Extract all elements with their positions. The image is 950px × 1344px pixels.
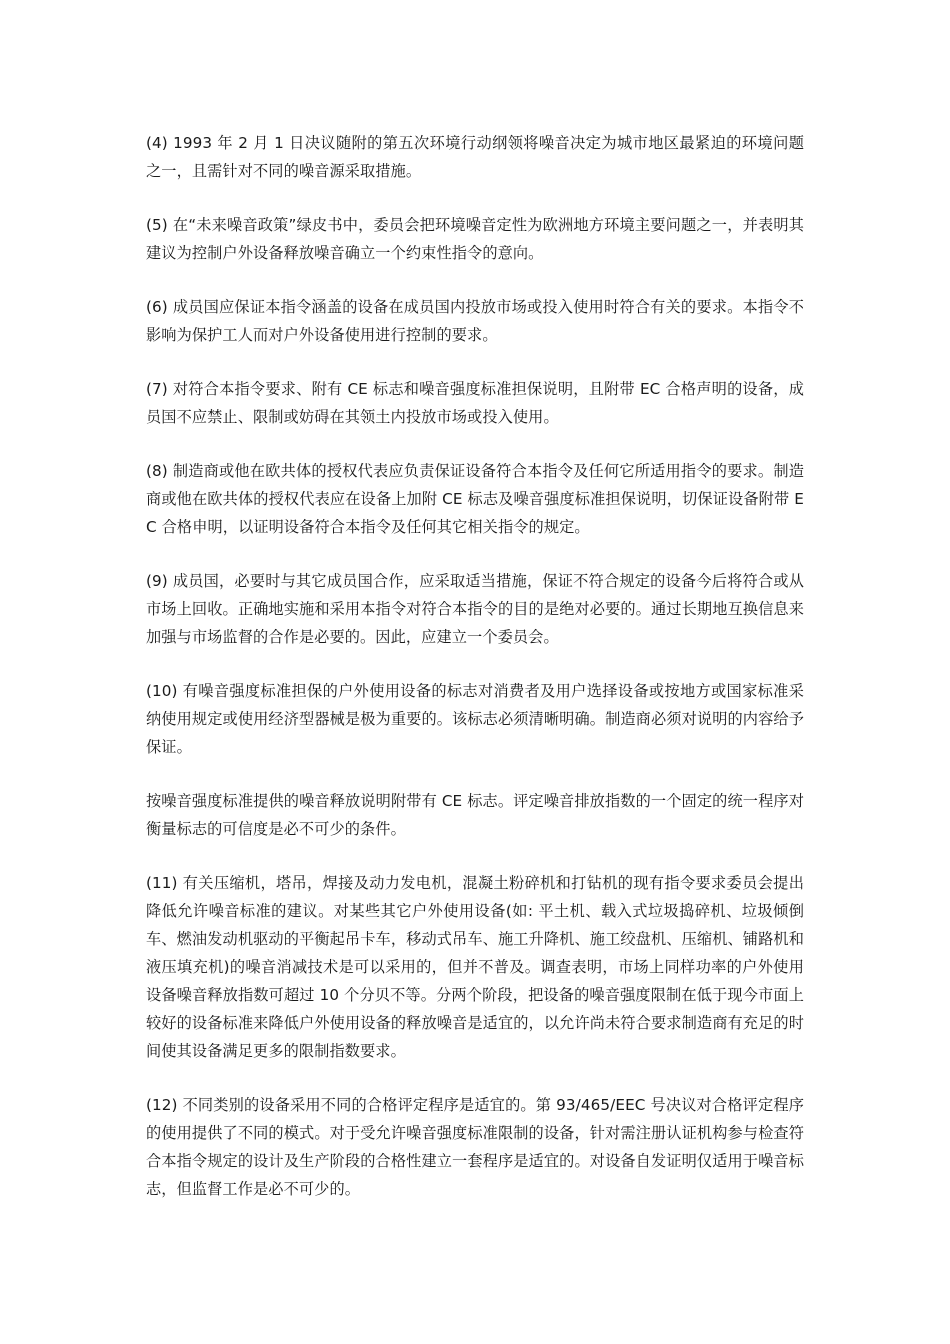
paragraph-5: (5) 在“未来噪音政策”绿皮书中，委员会把环境噪音定性为欧洲地方环境主要问题之一，并表明其建议为控制户外设备释放噪音确立一个约束性指令的意向。 bbox=[146, 216, 804, 262]
paragraph-10-continued: 按噪音强度标准提供的噪音释放说明附带有 CE 标志。评定噪音排放指数的一个固定的统一程序对衡量标志的可信度是必不可少的条件。 bbox=[146, 792, 804, 838]
paragraph-10: (10) 有噪音强度标准担保的户外使用设备的标志对消费者及用户选择设备或按地方或国家标准采纳使用规定或使用经济型器械是极为重要的。该标志必须清晰明确。制造商必须对说明的内容给予保证。 bbox=[146, 682, 804, 756]
paragraph-6: (6) 成员国应保证本指令涵盖的设备在成员国内投放市场或投入使用时符合有关的要求。本指令不影响为保护工人而对户外设备使用进行控制的要求。 bbox=[146, 298, 804, 344]
paragraph-8: (8) 制造商或他在欧共体的授权代表应负责保证设备符合本指令及任何它所适用指令的要求。制造商或他在欧共体的授权代表应在设备上加附 CE 标志及噪音强度标准担保说明，切保证设备附带 EC 合格申明，以证明设备符合本指令及任何其它相关指令的规定。 bbox=[146, 462, 804, 536]
paragraph-4: (4) 1993 年 2 月 1 日决议随附的第五次环境行动纲领将噪音决定为城市地区最紧迫的环境问题之一，且需针对不同的噪音源采取措施。 bbox=[146, 134, 804, 180]
paragraph-11: (11) 有关压缩机，塔吊，焊接及动力发电机，混凝土粉碎机和打钻机的现有指令要求委员会提出降低允许噪音标准的建议。对某些其它户外使用设备(如: 平土机、载入式垃圾捣碎机、垃圾倾倒车、燃油发动机驱动的平衡起吊卡车，移动式吊车、施工升降机、施工绞盘机、压缩机、铺路机和液压填充机)的噪音消减技术是可以采用的，但并不普及。调查表明，市场上同样功率的户外使用设备噪音释放指数可超过 10 个分贝不等。分两个阶段，把设备的噪音强度限制在低于现今市面上较好的设备标准来降低户外使用设备的释放噪音是适宜的，以允许尚未符合要求制造商有充足的时间使其设备满足更多的限制指数要求。 bbox=[146, 874, 804, 1060]
paragraph-9: (9) 成员国，必要时与其它成员国合作，应采取适当措施，保证不符合规定的设备今后将符合或从市场上回收。正确地实施和采用本指令对符合本指令的目的是绝对必要的。通过长期地互换信息来加强与市场监督的合作是必要的。因此，应建立一个委员会。 bbox=[146, 572, 804, 646]
paragraph-12: (12) 不同类别的设备采用不同的合格评定程序是适宜的。第 93/465/EEC 号决议对合格评定程序的使用提供了不同的模式。对于受允许噪音强度标准限制的设备，针对需注册认证机构参与检查符合本指令规定的设计及生产阶段的合格性建立一套程序是适宜的。对设备自发证明仅适用于噪音标志，但监督工作是必不可少的。 bbox=[146, 1096, 804, 1198]
paragraph-7: (7) 对符合本指令要求、附有 CE 标志和噪音强度标准担保说明，且附带 EC 合格声明的设备，成员国不应禁止、限制或妨碍在其领土内投放市场或投入使用。 bbox=[146, 380, 804, 426]
